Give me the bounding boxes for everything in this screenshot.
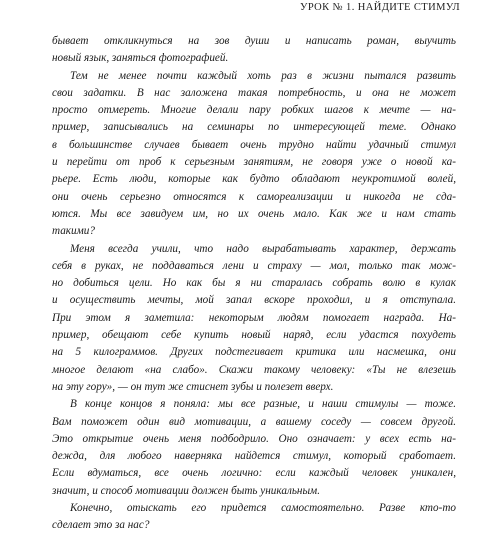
text-line: ются. Мы все завидуем им, но их очень мало. Как же и нам стать [52,207,456,220]
text-line: Меня всегда учили, что надо вырабатывать характер, держать [70,242,456,255]
text-line: дежда, для любого наверняка найдется стимул, который сработает. [52,450,456,463]
text-line: просто отмереть. Многие делали пару робких шагов к мечте — на- [52,104,456,117]
text-line: Конечно, отыскать его придется самостоятельно. Разве кто-то [70,502,456,515]
text-line: такими? [52,225,95,238]
text-line: пример, обещают себе купить новый наряд, если удастся похудеть [52,329,456,342]
text-line: Если вдуматься, все очень логично: если каждый человек уникален, [52,467,456,480]
text-line: Вам поможет один вид мотивации, а вашему соседу — совсем другой. [52,415,456,428]
text-line: Это открытие очень меня подбодрило. Оно означает: у всех есть на- [52,432,456,445]
text-line: При этом я заметила: некоторым людям помогает награда. На- [52,311,456,324]
text-line: бывает откликнуться на зов души и написать роман, выучить [52,35,456,47]
text-line: свои задатки. В нас заложена такая потребность, и она не может [52,86,456,99]
text-line: значит, и способ мотивации должен быть уникальным. [52,484,320,497]
body-text [52,33,456,535]
text-line: сделает это за нас? [52,519,150,532]
text-line: и перейти от проб к серьезным занятиям, не говоря уже о новой ка- [52,156,456,169]
text-line: Тем не менее почти каждый хоть раз в жизни пытался развить [70,69,456,82]
text-line: себя в руках, не поддаваться лени и страху — мол, только так мож- [52,259,456,272]
text-line: на 5 килограммов. Других подстегивает критика или насмешка, они [52,346,456,359]
text-line: но добиться цели. Но как бы я ни старалась собрать волю в кулак [52,277,456,290]
text-line: новый язык, заняться фотографией. [52,52,229,65]
text-line: пример, записывались на семинары по интересующей теме. Однако [52,121,456,134]
text-line: рьере. Есть люди, которые как будто обладают неукротимой волей, [52,173,456,186]
running-header: УРОК № 1. НАЙДИТЕ СТИМУЛ [299,2,460,13]
text-line: и осуществить мечты, мой запал вскоре проходил, и я отступала. [52,294,456,307]
text-line: В конце концов я поняла: мы все разные, и наши стимулы — тоже. [70,398,456,411]
text-line: многое делают «на слабо». Скажи такому человеку: «Ты не влезешь [52,363,456,376]
text-line: на эту гору», — он тут же стиснет зубы и полезет вверх. [52,380,334,393]
text-line: в большинстве случаев бывает очень трудно найти удачный стимул [52,138,456,151]
text-line: они очень серьезно относятся к самореализации и никогда не сда- [52,190,456,203]
